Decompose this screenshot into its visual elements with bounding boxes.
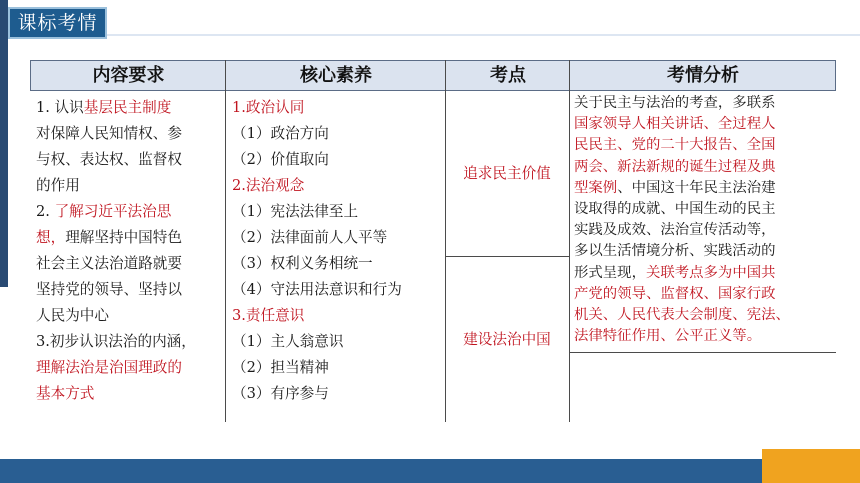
literacy-line (232, 329, 444, 355)
content-line (36, 329, 224, 355)
analysis-line-segment: 关于民主与法治的考查，多联系 (574, 95, 776, 111)
literacy-line-segment: （1）政治方向 (232, 125, 329, 142)
bottom-bar (0, 459, 860, 483)
exam-point-rule-of-law: 建设法治中国 (463, 331, 551, 348)
analysis-line (574, 326, 836, 347)
analysis-bottom-rule (569, 352, 836, 353)
content-line-segment: 想， (36, 229, 66, 246)
analysis-line (574, 178, 836, 199)
column-divider-1 (225, 60, 226, 422)
content-line-segment: 与权、表达权、监督权 (36, 151, 182, 168)
analysis-line-segment: 实践及成效、法治宣传活动等， (574, 222, 776, 239)
analysis-line-segment: 两会、新法新规的诞生过程及典 (574, 158, 776, 175)
literacy-line (232, 251, 444, 277)
analysis-line-segment: 、中国这十年民主法治建 (617, 179, 776, 196)
content-line (36, 277, 224, 303)
literacy-line-segment: （2）法律面前人人平等 (232, 229, 388, 246)
content-line-segment: 了解习近平法治思 (54, 203, 172, 220)
analysis-line (574, 135, 836, 156)
literacy-line-segment: （1）主人翁意识 (232, 333, 344, 350)
analysis-line (574, 263, 836, 284)
literacy-line-segment: （1）宪法法律至上 (232, 203, 359, 220)
content-line (36, 251, 224, 277)
column-divider-3 (569, 60, 570, 422)
column-divider-2 (445, 60, 446, 422)
core-literacy-cell (232, 95, 444, 407)
section-tag: 课标考情 (8, 7, 107, 39)
analysis-line (574, 93, 836, 114)
content-line (36, 303, 224, 329)
content-line-segment: 2. (36, 203, 55, 220)
literacy-line-segment: 3.责任意识 (232, 307, 305, 324)
content-line (36, 199, 224, 225)
content-line-segment: 1. 认识 (36, 99, 84, 116)
literacy-line (232, 303, 444, 329)
literacy-line (232, 199, 444, 225)
analysis-line (574, 284, 836, 305)
analysis-line-segment: 法律特征作用、公平正义等。 (574, 328, 762, 345)
corner-accent (762, 449, 860, 483)
header-exam-analysis: 考情分析 (667, 65, 739, 86)
points-row-divider (445, 256, 569, 257)
content-line-segment: 的作用 (36, 177, 80, 194)
literacy-line-segment: （3）权利义务相统一 (232, 255, 373, 272)
header-rule (14, 34, 860, 36)
content-requirements-cell (36, 95, 224, 407)
literacy-line (232, 381, 444, 407)
literacy-line (232, 355, 444, 381)
analysis-line-segment: 产党的领导、监督权、国家行政 (574, 285, 776, 302)
exam-analysis-cell (574, 93, 836, 347)
content-line-segment: 3.初步认识法治的内涵， (36, 333, 196, 350)
exam-point-democracy: 追求民主价值 (463, 165, 551, 182)
literacy-line (232, 277, 444, 303)
analysis-line-segment: 机关、人民代表大会制度、宪法、 (574, 307, 790, 324)
content-line (36, 121, 224, 147)
analysis-line-segment: 型案例 (574, 179, 618, 196)
left-accent-bar (0, 0, 8, 287)
analysis-line-segment: 民民主、党的二十大报告、全国 (574, 137, 776, 154)
content-line-segment: 基层民主制度 (83, 99, 172, 116)
content-line-segment: 理解坚持中国特色 (65, 229, 182, 246)
header-core-literacy: 核心素养 (300, 65, 372, 86)
analysis-line (574, 114, 836, 135)
content-line (36, 355, 224, 381)
analysis-line-segment: 关联考点多为中国共 (645, 264, 776, 281)
analysis-line-segment: 国家领导人相关讲话、全过程人 (574, 116, 776, 133)
content-line-segment: 对保障人民知情权、参 (36, 125, 182, 142)
literacy-line-segment: （4）守法用法意识和行为 (232, 281, 402, 298)
analysis-line (574, 157, 836, 178)
content-line (36, 173, 224, 199)
header-content-requirements: 内容要求 (92, 65, 165, 86)
content-line (36, 381, 224, 407)
literacy-line (232, 147, 444, 173)
content-line-segment: 基本方式 (36, 385, 95, 402)
analysis-line-segment: 设取得的成就、中国生动的民主 (574, 201, 776, 218)
standards-table (30, 60, 836, 422)
literacy-line (232, 173, 444, 199)
content-line-segment: 社会主义法治道路就要 (36, 255, 182, 272)
content-line-segment: 坚持党的领导、坚持以 (36, 281, 182, 298)
content-line (36, 95, 224, 121)
content-line (36, 225, 224, 251)
analysis-line (574, 305, 836, 326)
literacy-line-segment: 2.法治观念 (232, 177, 305, 194)
analysis-line (574, 241, 836, 262)
table-header-row (30, 60, 836, 91)
header-exam-points: 考点 (490, 65, 526, 86)
content-line-segment: 人民为中心 (36, 307, 109, 324)
literacy-line (232, 95, 444, 121)
literacy-line (232, 121, 444, 147)
analysis-line (574, 220, 836, 241)
literacy-line (232, 225, 444, 251)
literacy-line-segment: （2）价值取向 (232, 151, 329, 168)
content-line-segment: 理解法治是治国理政的 (36, 359, 182, 376)
literacy-line-segment: （3）有序参与 (232, 385, 329, 402)
content-line (36, 147, 224, 173)
literacy-line-segment: （2）担当精神 (232, 359, 329, 376)
analysis-line-segment: 多以生活情境分析、实践活动的 (574, 243, 776, 260)
literacy-line-segment: 1.政治认同 (232, 99, 305, 116)
analysis-line (574, 199, 836, 220)
analysis-line-segment: 形式呈现， (574, 264, 646, 281)
